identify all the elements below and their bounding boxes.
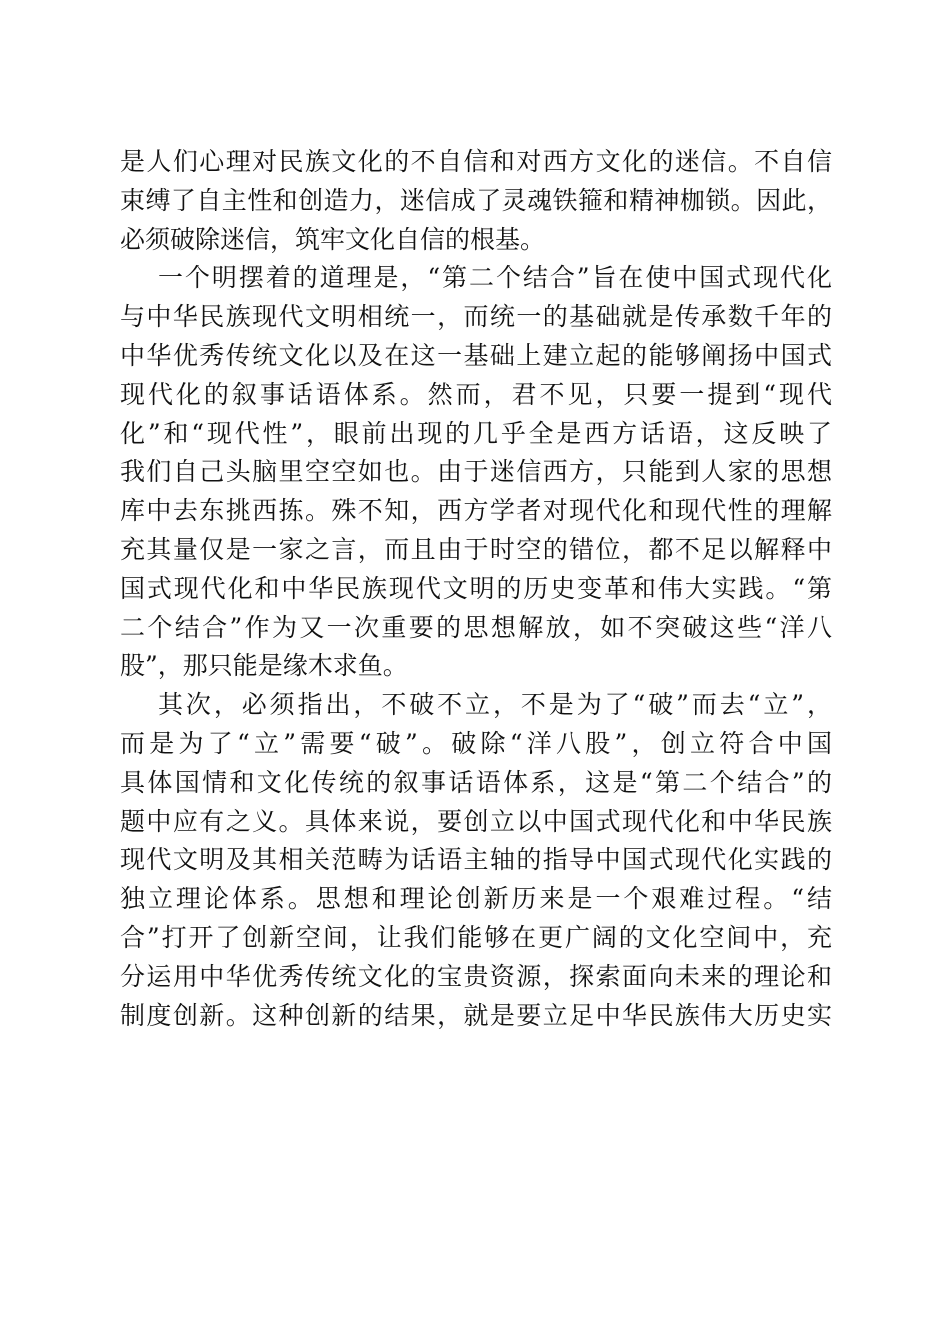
text-line: 束缚了自主性和创造力，迷信成了灵魂铁箍和精神枷锁。因此， xyxy=(120,185,832,215)
text-line: 库中去东挑西拣。殊不知，西方学者对现代化和现代性的理解 xyxy=(120,496,832,526)
text-line: 现代化的叙事话语体系。然而，君不见，只要一提到“现代 xyxy=(120,379,832,409)
text-line: 现代文明及其相关范畴为话语主轴的指导中国式现代化实践的 xyxy=(120,845,832,875)
text-line: 独立理论体系。思想和理论创新历来是一个艰难过程。“结 xyxy=(120,884,832,914)
paragraph-1 xyxy=(120,143,832,259)
text-line: 与中华民族现代文明相统一，而统一的基础就是传承数千年的 xyxy=(120,302,832,332)
text-line: 一个明摆着的道理是，“第二个结合”旨在使中国式现代化 xyxy=(158,263,832,293)
paragraph-3 xyxy=(120,686,832,1035)
text-line: 其次，必须指出，不破不立，不是为了“破”而去“立”， xyxy=(158,690,832,720)
paragraph-2 xyxy=(120,259,832,686)
text-line: 二个结合”作为又一次重要的思想解放，如不突破这些“洋八 xyxy=(120,612,832,642)
text-line: 分运用中华优秀传统文化的宝贵资源，探索面向未来的理论和 xyxy=(120,961,832,991)
text-line: 题中应有之义。具体来说，要创立以中国式现代化和中华民族 xyxy=(120,806,832,836)
text-line: 必须破除迷信，筑牢文化自信的根基。 xyxy=(120,224,546,254)
text-line: 具体国情和文化传统的叙事话语体系，这是“第二个结合”的 xyxy=(120,767,832,797)
text-line: 是人们心理对民族文化的不自信和对西方文化的迷信。不自信 xyxy=(120,147,832,176)
text-line: 充其量仅是一家之言，而且由于时空的错位，都不足以解释中 xyxy=(120,534,832,564)
text-line: 制度创新。这种创新的结果，就是要立足中华民族伟大历史实 xyxy=(120,1000,832,1030)
text-line: 而是为了“立”需要“破”。破除“洋八股”，创立符合中国 xyxy=(120,728,832,758)
document-page xyxy=(120,143,832,1035)
text-line: 合”打开了创新空间，让我们能够在更广阔的文化空间中，充 xyxy=(120,922,832,952)
text-line: 化”和“现代性”，眼前出现的几乎全是西方话语，这反映了 xyxy=(120,418,832,448)
text-line: 国式现代化和中华民族现代文明的历史变革和伟大实践。“第 xyxy=(120,573,832,603)
text-line: 中华优秀传统文化以及在这一基础上建立起的能够阐扬中国式 xyxy=(120,340,832,370)
text-line: 股”，那只能是缘木求鱼。 xyxy=(120,651,408,681)
text-line: 我们自己头脑里空空如也。由于迷信西方，只能到人家的思想 xyxy=(120,457,832,487)
